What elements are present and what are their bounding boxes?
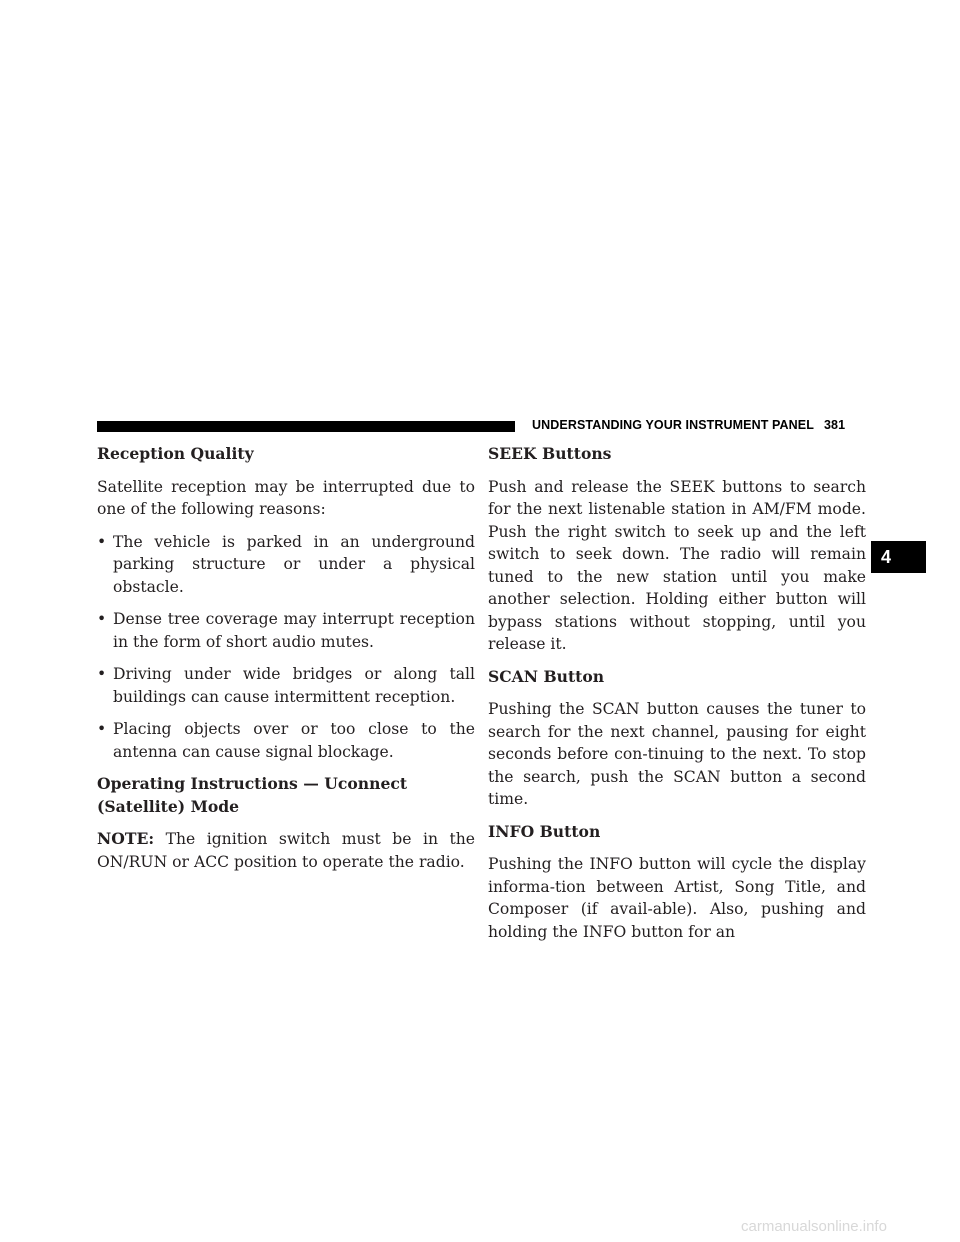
section-title: UNDERSTANDING YOUR INSTRUMENT PANEL	[532, 418, 814, 432]
reception-reasons-list	[97, 531, 475, 764]
seek-buttons-heading: SEEK Buttons	[488, 444, 612, 463]
reception-quality-heading: Reception Quality	[97, 444, 254, 463]
running-header	[532, 418, 845, 432]
seek-text: Push and release the SEEK buttons to search for the next listenable station in AM/FM mode. Push the right switch to seek up and the left switch to seek down. The radio will remain tuned to the new station until you make another selection. Holding either button will bypass stations without stopping, until you release it.	[488, 477, 866, 653]
note-label: NOTE:	[97, 829, 155, 848]
bullet-icon: •	[97, 665, 107, 683]
info-text: Pushing the INFO button will cycle the display informa-tion between Artist, Song Title, and Composer (if avail-able). Also, pushing and holding the INFO button for an	[488, 855, 866, 941]
chapter-tab: 4	[871, 541, 926, 573]
watermark: carmanualsonline.info	[741, 1218, 887, 1235]
reception-intro: Satellite reception may be interrupted due to one of the following reasons:	[97, 477, 475, 518]
list-item: • Dense tree coverage may interrupt reception in the form of short audio mutes.	[97, 610, 475, 651]
note-paragraph	[97, 828, 475, 873]
right-column	[488, 443, 866, 953]
header-rule	[97, 421, 515, 432]
page-number: 381	[823, 418, 846, 432]
operating-instructions-heading: Operating Instructions — Uconnect (Satellite) Mode	[97, 774, 408, 816]
list-item: • Driving under wide bridges or along tall buildings can cause intermittent reception.	[97, 665, 475, 706]
bullet-icon: •	[97, 610, 107, 628]
list-item: • The vehicle is parked in an underground parking structure or under a physical obstacle.	[97, 532, 475, 596]
info-button-heading: INFO Button	[488, 821, 601, 841]
scan-text: Pushing the SCAN button causes the tuner to search for the next channel, pausing for eight seconds before con-tinuing to the next. To stop the search, push the SCAN button a second time.	[488, 700, 866, 808]
left-column	[97, 443, 475, 883]
scan-button-heading: SCAN Button	[488, 666, 605, 686]
bullet-icon: •	[97, 532, 107, 551]
bullet-icon: •	[97, 720, 107, 738]
note-text: The ignition switch must be in the ON/RUN or ACC position to operate the radio.	[97, 830, 475, 871]
list-item: • Placing objects over or too close to the antenna can cause signal blockage.	[97, 720, 475, 761]
